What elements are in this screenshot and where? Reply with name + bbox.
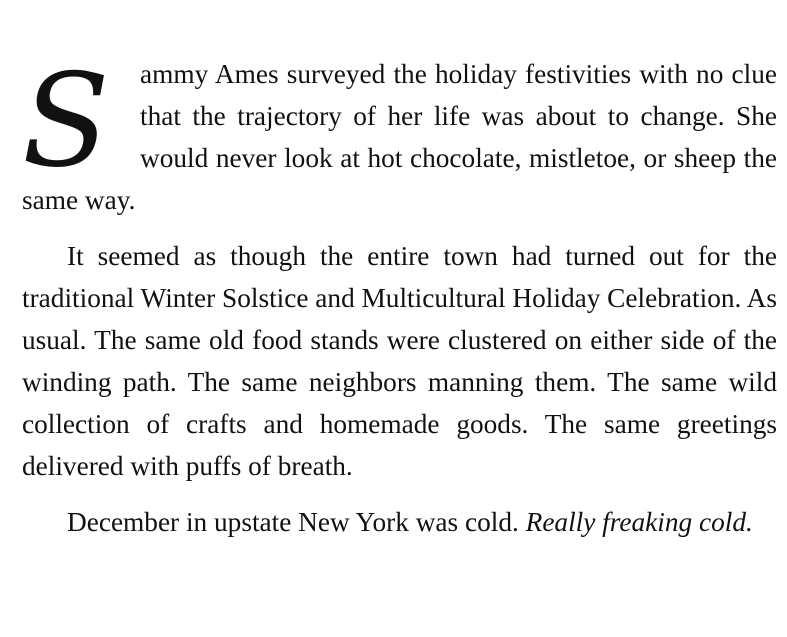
opening-paragraph-text: ammy Ames surveyed the holiday festivities with no clue that the trajectory of her life was about to change. She would never look at hot chocolate, mistletoe, or sheep the same way. — [22, 59, 777, 215]
third-paragraph-text: December in upstate New York was cold. — [67, 507, 526, 538]
drop-cap-letter: S — [22, 47, 110, 196]
book-page — [22, 10, 777, 544]
second-paragraph: It seemed as though the entire town had turned out for the traditional Winter Solstice and Multicultural Holiday Celebration. As usual. The same old food stands were clustered on either side of the winding path. The same neighbors manning them. The same wild collection of crafts and homemade goods. The same greetings delivered with puffs of breath. — [22, 241, 777, 481]
opening-paragraph — [22, 10, 777, 222]
emphasized-phrase: Really freaking cold. — [525, 507, 753, 538]
third-paragraph — [22, 502, 777, 544]
